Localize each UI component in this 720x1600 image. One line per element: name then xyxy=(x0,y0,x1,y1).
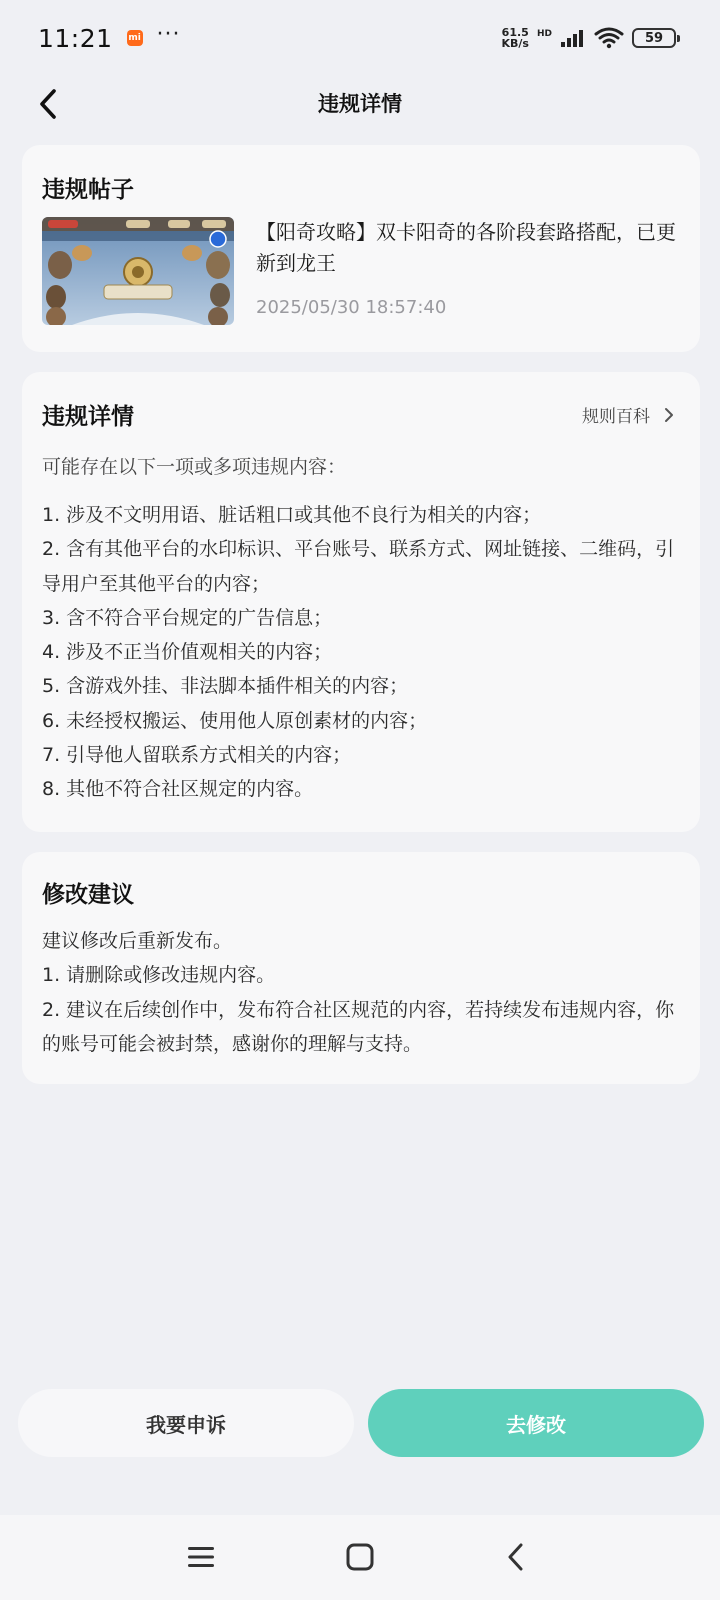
network-speed xyxy=(502,27,529,49)
home-nav-button[interactable] xyxy=(336,1533,384,1581)
network-speed-value: 61.5 xyxy=(501,26,529,39)
detail-intro: 可能存在以下一项或多项违规内容： xyxy=(42,456,347,478)
appeal-button[interactable]: 我要申诉 xyxy=(18,1389,354,1457)
mi-app-icon: mi xyxy=(127,30,143,46)
status-time: 11:21 xyxy=(38,23,113,53)
header xyxy=(0,76,720,132)
violation-item: 6. 未经授权搬运、使用他人原创素材的内容； xyxy=(42,709,428,732)
rules-link-label: 规则百科 xyxy=(582,407,650,427)
post-timestamp: 2025/05/30 18:57:40 xyxy=(256,297,447,318)
violation-list xyxy=(42,498,682,807)
battery-icon xyxy=(632,28,676,48)
violation-item: 7. 引导他人留联系方式相关的内容； xyxy=(42,744,352,767)
detail-card-title: 违规详情 xyxy=(42,404,134,430)
status-bar xyxy=(0,0,720,76)
back-nav-icon xyxy=(506,1542,526,1572)
violating-post-card[interactable] xyxy=(22,145,700,352)
rules-encyclopedia-link[interactable] xyxy=(582,402,674,427)
violation-item: 2. 含有其他平台的水印标识、平台账号、联系方式、网址链接、二维码，引导用户至其他平台的内容； xyxy=(42,538,675,595)
status-left xyxy=(38,21,181,53)
post-thumbnail[interactable] xyxy=(42,217,234,325)
more-notifications-icon: ··· xyxy=(156,21,181,47)
menu-icon xyxy=(187,1545,215,1569)
home-square-icon xyxy=(346,1543,374,1571)
suggestion-list xyxy=(42,924,682,1061)
game-screenshot-image xyxy=(42,217,234,325)
violation-detail-card xyxy=(22,372,700,832)
violation-item: 4. 涉及不正当价值观相关的内容； xyxy=(42,641,333,664)
suggestion-item: 1. 请删除或修改违规内容。 xyxy=(42,964,276,987)
status-right xyxy=(502,27,677,49)
suggestion-item: 建议修改后重新发布。 xyxy=(42,930,233,952)
network-speed-unit: KB/s xyxy=(501,37,529,50)
cellular-signal-icon xyxy=(560,28,586,48)
menu-nav-button[interactable] xyxy=(177,1533,225,1581)
chevron-right-icon xyxy=(664,407,674,423)
violation-item: 5. 含游戏外挂、非法脚本插件相关的内容； xyxy=(42,675,409,698)
go-edit-button[interactable]: 去修改 xyxy=(368,1389,704,1457)
page-title: 违规详情 xyxy=(318,92,402,116)
wifi-icon xyxy=(594,27,624,49)
post-card-title: 违规帖子 xyxy=(42,177,134,203)
back-nav-button[interactable] xyxy=(492,1533,540,1581)
violation-item: 1. 涉及不文明用语、脏话粗口或其他不良行为相关的内容； xyxy=(42,504,542,526)
hd-label: HD xyxy=(536,29,552,39)
suggestion-card-title: 修改建议 xyxy=(42,882,134,908)
edit-suggestion-card xyxy=(22,852,700,1084)
post-title[interactable]: 【阳奇攻略】双卡阳奇的各阶段套路搭配，已更新到龙王 xyxy=(256,220,676,275)
battery-level: 59 xyxy=(644,30,664,46)
suggestion-item: 2. 建议在后续创作中，发布符合社区规范的内容，若持续发布违规内容，你的账号可能会被封禁，感谢你的理解与支持。 xyxy=(42,998,675,1055)
system-nav-bar xyxy=(0,1515,720,1600)
violation-item: 8. 其他不符合社区规定的内容。 xyxy=(42,778,314,801)
violation-item: 3. 含不符合平台规定的广告信息； xyxy=(42,606,333,629)
